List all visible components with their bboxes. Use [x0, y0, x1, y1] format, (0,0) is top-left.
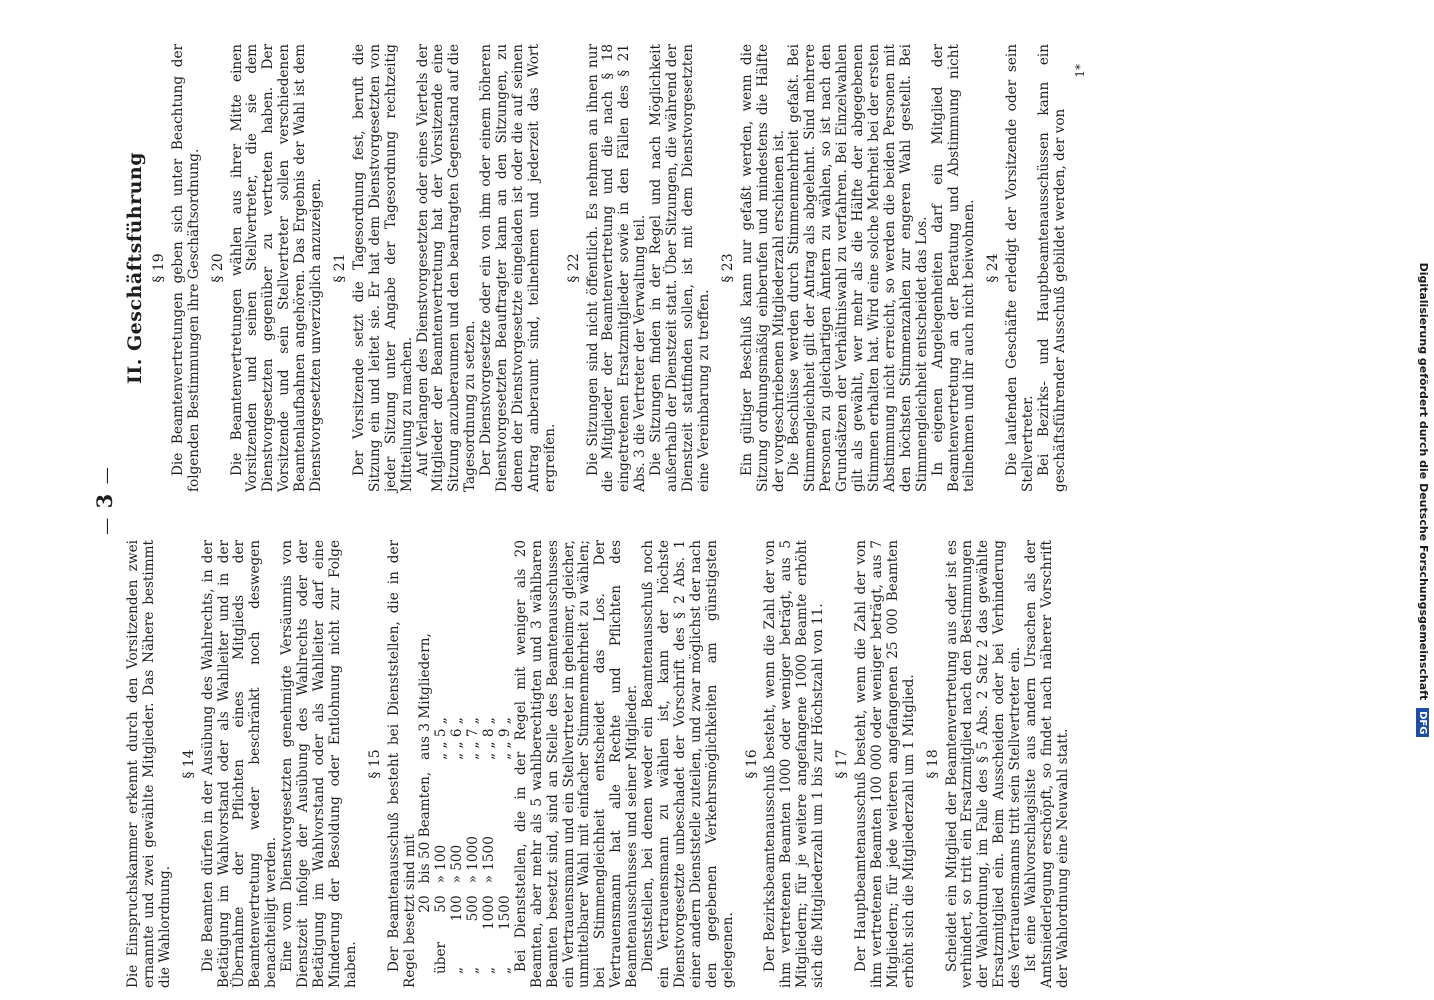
page-header: — 3 — — [92, 465, 117, 535]
section-15-paragraph-2: Bei Dienststellen, die in der Regel mit weniger als 20 Beamten, aber mehr als 5 wahlberechtigten und 3 wählbaren Beamten besetzt sind, sind an Stelle des Beamtenausschusses ein Vertrauensmann und ein Stellvertreter in geheimer, gleicher, unmittelbarer Wahl mit einfacher Stimmenmehrheit zu wählen; bei Stimmengleichheit entscheidet das Los. Der Vertrauensmann hat alle Rechte und Pflichten des Beamtenausschusses und seiner Mitglieder. — [512, 540, 641, 988]
signature-mark: 1* — [1072, 64, 1087, 78]
table-cell-to: » 1500 — [481, 836, 498, 884]
section-16-paragraph-1: Der Bezirksbeamtenausschuß besteht, wenn die Zahl der von ihm vertretenen Beamten 1000 oder weniger beträgt, aus 5 Mitgliedern; für je weitere angefangene 1000 Beamte erhöht sich die Mitgliederzahl um 1 bis zur Höchstzahl von 11. — [762, 540, 827, 988]
table-cell-to: » 1000 — [465, 836, 482, 884]
section-16-title: § 16 — [743, 749, 760, 779]
table-cell-result: „ „ 6 „ — [449, 717, 466, 760]
intro-paragraph: Die Einspruchskammer erkennt durch den Vorsitzenden zwei ernannte und zwei gewählte Mitglieder. Das Nähere bestimmt die Wahlordnung. — [125, 540, 173, 988]
section-21-paragraph-3: Der Dienstvorgesetzte oder ein von ihm oder einem höheren Dienstvorgesetzten Beauftragter kann an den Sitzungen, zu denen der Dienstvorgesetzte eingeladen ist oder die auf seinen Antrag anberaumt sind, teilnehmen und jederzeit das Wort ergreifen. — [478, 44, 558, 492]
table-cell-from: 20 — [417, 895, 434, 913]
section-23-paragraph-3: In eigenen Angelegenheiten darf ein Mitglied der Beamtenvertretung an der Beratung und Abstimmung nicht teilnehmen und ihr auch nicht beiwohnen. — [929, 44, 978, 492]
funding-note-text: Digitalisierung gefördert durch die Deutsche Forschungsgemeinschaft — [1417, 262, 1430, 701]
table-row — [450, 627, 466, 980]
table-cell-from: 50 — [433, 895, 450, 913]
section-23-title: § 23 — [719, 253, 736, 283]
table-row — [482, 627, 498, 980]
table-cell-result: „ „ 8 „ — [481, 717, 498, 760]
section-22-title: § 22 — [565, 253, 582, 283]
section-22-paragraph-1: Die Sitzungen sind nicht öffentlich. Es nehmen an ihnen nur die Mitglieder der Beamtenvertretung und die nach § 18 eingetretenen Ersatzmitglieder sowie in den Fällen des § 21 Abs. 3 die Vertreter der Verwaltung teil. — [584, 44, 649, 492]
rotated-page — [92, 0, 1292, 1000]
table-cell-prefix: über — [433, 942, 450, 974]
section-24-title: § 24 — [985, 253, 1002, 283]
section-18-paragraph-1: Scheidet ein Mitglied der Beamtenvertretung aus oder ist es verhindert, so tritt ein Ersatzmitglied nach den Bestimmungen der Wahlordnung, im Falle des § 5 Abs. 2 Satz 2 das gewählte Ersatzmitglied ein. Beim Ausscheiden oder bei Verhinderung des Vertrauensmanns tritt sein Stellvertreter ein. — [943, 540, 1024, 988]
table-cell-from: 1000 — [481, 895, 498, 930]
table-row — [434, 627, 450, 980]
dfg-logo-badge: DFG — [1416, 708, 1429, 737]
section-14-paragraph-2: Eine vom Dienstvorgesetzten genehmigte Versäumnis von Dienstzeit infolge der Ausübung des Wahlrechts oder der Betätigung im Wahlvorstand oder als Wahlleiter darf eine Minderung der Besoldung oder Entlohnung nicht zur Folge haben. — [279, 540, 359, 988]
table-cell-prefix: „ — [449, 966, 466, 974]
table-cell-result: „ „ 5 „ — [433, 717, 450, 760]
table-cell-prefix — [418, 936, 434, 980]
table-row — [466, 627, 482, 980]
table-cell-to: bis 50 Beamten, — [417, 771, 434, 884]
table-cell-result: aus 3 Mitgliedern, — [417, 633, 434, 760]
section-15-paragraph-3: Dienststellen, bei denen weder ein Beamtenausschuß noch ein Vertrauensmann zu wählen ist, kann der höchste Dienstvorgesetzte unbeschadet der Vorschrift des § 2 Abs. 1 einer andern Dienststelle zuteilen, und zwar möglichst der nach den gegebenen Verkehrsmöglichkeiten am günstigsten gelegenen. — [640, 540, 736, 988]
section-19-paragraph-1: Die Beamtenvertretungen geben sich unter Beachtung der folgenden Bestimmungen ihre Geschäftsordnung. — [169, 44, 202, 492]
funding-note — [1412, 0, 1434, 1000]
section-15-paragraph-1: Der Beamtenausschuß besteht bei Dienststellen, die in der Regel besetzt sind mit — [385, 540, 418, 988]
section-24-paragraph-2: Bei Bezirks- und Hauptbeamtenausschüssen kann ein geschäftsführender Ausschuß gebildet werden, der von — [1036, 44, 1068, 492]
table-cell-from: 500 — [465, 895, 482, 922]
section-17-paragraph-1: Der Hauptbeamtenausschuß besteht, wenn die Zahl der von ihm vertretenen Beamten 100 000 oder weniger beträgt, aus 7 Mitgliedern; für jede weiteren angefangenen 25 000 Beamten erhöht sich die Mitgliederzahl um 1 Mitglied. — [852, 540, 917, 988]
section-19-title: § 19 — [150, 253, 167, 283]
section-24-paragraph-1: Die laufenden Geschäfte erledigt der Vorsitzende oder sein Stellvertreter. — [1004, 44, 1037, 492]
left-column — [126, 540, 1072, 988]
table-cell-result: „ „ 7 „ — [465, 717, 482, 760]
table-cell-from: 1500 — [496, 895, 513, 930]
table-row — [498, 627, 514, 980]
table-cell-to — [498, 766, 514, 890]
section-17-title: § 17 — [834, 749, 851, 779]
table-cell-to: » 500 — [449, 844, 466, 884]
table-cell-prefix: „ — [496, 966, 513, 974]
section-22-paragraph-2: Die Sitzungen finden in der Regel und nach Möglichkeit außerhalb der Dienstzeit statt. Über Sitzungen, die während der Dienstzeit stattfinden sollen, ist mit dem Dienstvorgesetzten eine Vereinbarung zu treffen. — [648, 44, 712, 492]
chapter-heading: II. Geschäftsführung — [124, 151, 146, 385]
table-cell-from: 100 — [449, 895, 466, 922]
section-20-paragraph-1: Die Beamtenvertretungen wählen aus ihrer Mitte einen Vorsitzenden und seinen Stellvertreter, die sie dem Dienstvorgesetzten gegenüber zu vertreten haben. Der Vorsitzende und sein Stellvertreter sollen verschiedenen Beamtenlaufbahnen angehören. Das Ergebnis der Wahl ist dem Dienstvorgesetzten unverzüglich anzuzeigen. — [228, 44, 325, 492]
right-column — [126, 44, 1089, 492]
section-21-paragraph-2: Auf Verlangen des Dienstvorgesetzten oder eines Viertels der Mitglieder der Beamtenvertretung hat der Vorsitzende eine Sitzung anzuberaumen und den beantragten Gegenstand auf die Tagesordnung zu setzen. — [414, 44, 479, 492]
section-23-paragraph-2: Die Beschlüsse werden durch Stimmenmehrheit gefaßt. Bei Stimmengleichheit gilt der Antrag als abgelehnt. Sind mehrere Personen zu gleichartigen Ämtern zu wählen, so ist nach den Grundsätzen der Verhältniswahl zu verfahren. Bei Einzelwahlen gilt als gewählt, wer mehr als die Hälfte der abgegebenen Stimmen erhalten hat. Wird eine solche Mehrheit bei der ersten Abstimmung nicht erreicht, so werden die beiden Personen mit den höchsten Stimmenzahlen zur engeren Wahl gestellt. Bei Stimmengleichheit entscheidet das Los. — [786, 44, 930, 492]
table-row — [418, 627, 434, 980]
section-14-paragraph-1: Die Beamten dürfen in der Ausübung des Wahlrechts, in der Betätigung im Wahlvorstand oder als Wahlleiter und in der Übernahme der Pflichten eines Mitglieds der Beamtenvertretung weder beschränkt noch deswegen benachteiligt werden. — [199, 540, 280, 988]
table-cell-prefix: „ — [465, 966, 482, 974]
membership-table — [418, 627, 513, 980]
table-cell-to: » 100 — [433, 844, 450, 884]
section-18-title: § 18 — [924, 749, 941, 779]
section-14-title: § 14 — [180, 749, 197, 779]
table-cell-result: „ „ 9 „ — [496, 717, 513, 760]
section-15-title: § 15 — [366, 749, 383, 779]
page-number: 3 — [92, 491, 117, 509]
section-18-paragraph-2: Ist eine Wahlvorschlagsliste aus andern Ursachen als der Amtsniederlegung erschöpft, so findet nach näherer Vorschrift der Wahlordnung eine Neuwahl statt. — [1023, 540, 1071, 988]
section-23-paragraph-1: Ein gültiger Beschluß kann nur gefaßt werden, wenn die Sitzung ordnungsmäßig einberufen und mindestens die Hälfte der vorgeschriebenen Mitgliederzahl erschienen ist. — [738, 44, 787, 492]
section-20-title: § 20 — [209, 253, 226, 283]
section-21-paragraph-1: Der Vorsitzende setzt die Tagesordnung fest, beruft die Sitzung ein und leitet sie. Er hat dem Dienstvorgesetzten von jeder Sitzung unter Angabe der Tagesordnung rechtzeitig Mitteilung zu machen. — [350, 44, 415, 492]
table-cell-prefix: „ — [481, 966, 498, 974]
section-21-title: § 21 — [331, 253, 348, 283]
